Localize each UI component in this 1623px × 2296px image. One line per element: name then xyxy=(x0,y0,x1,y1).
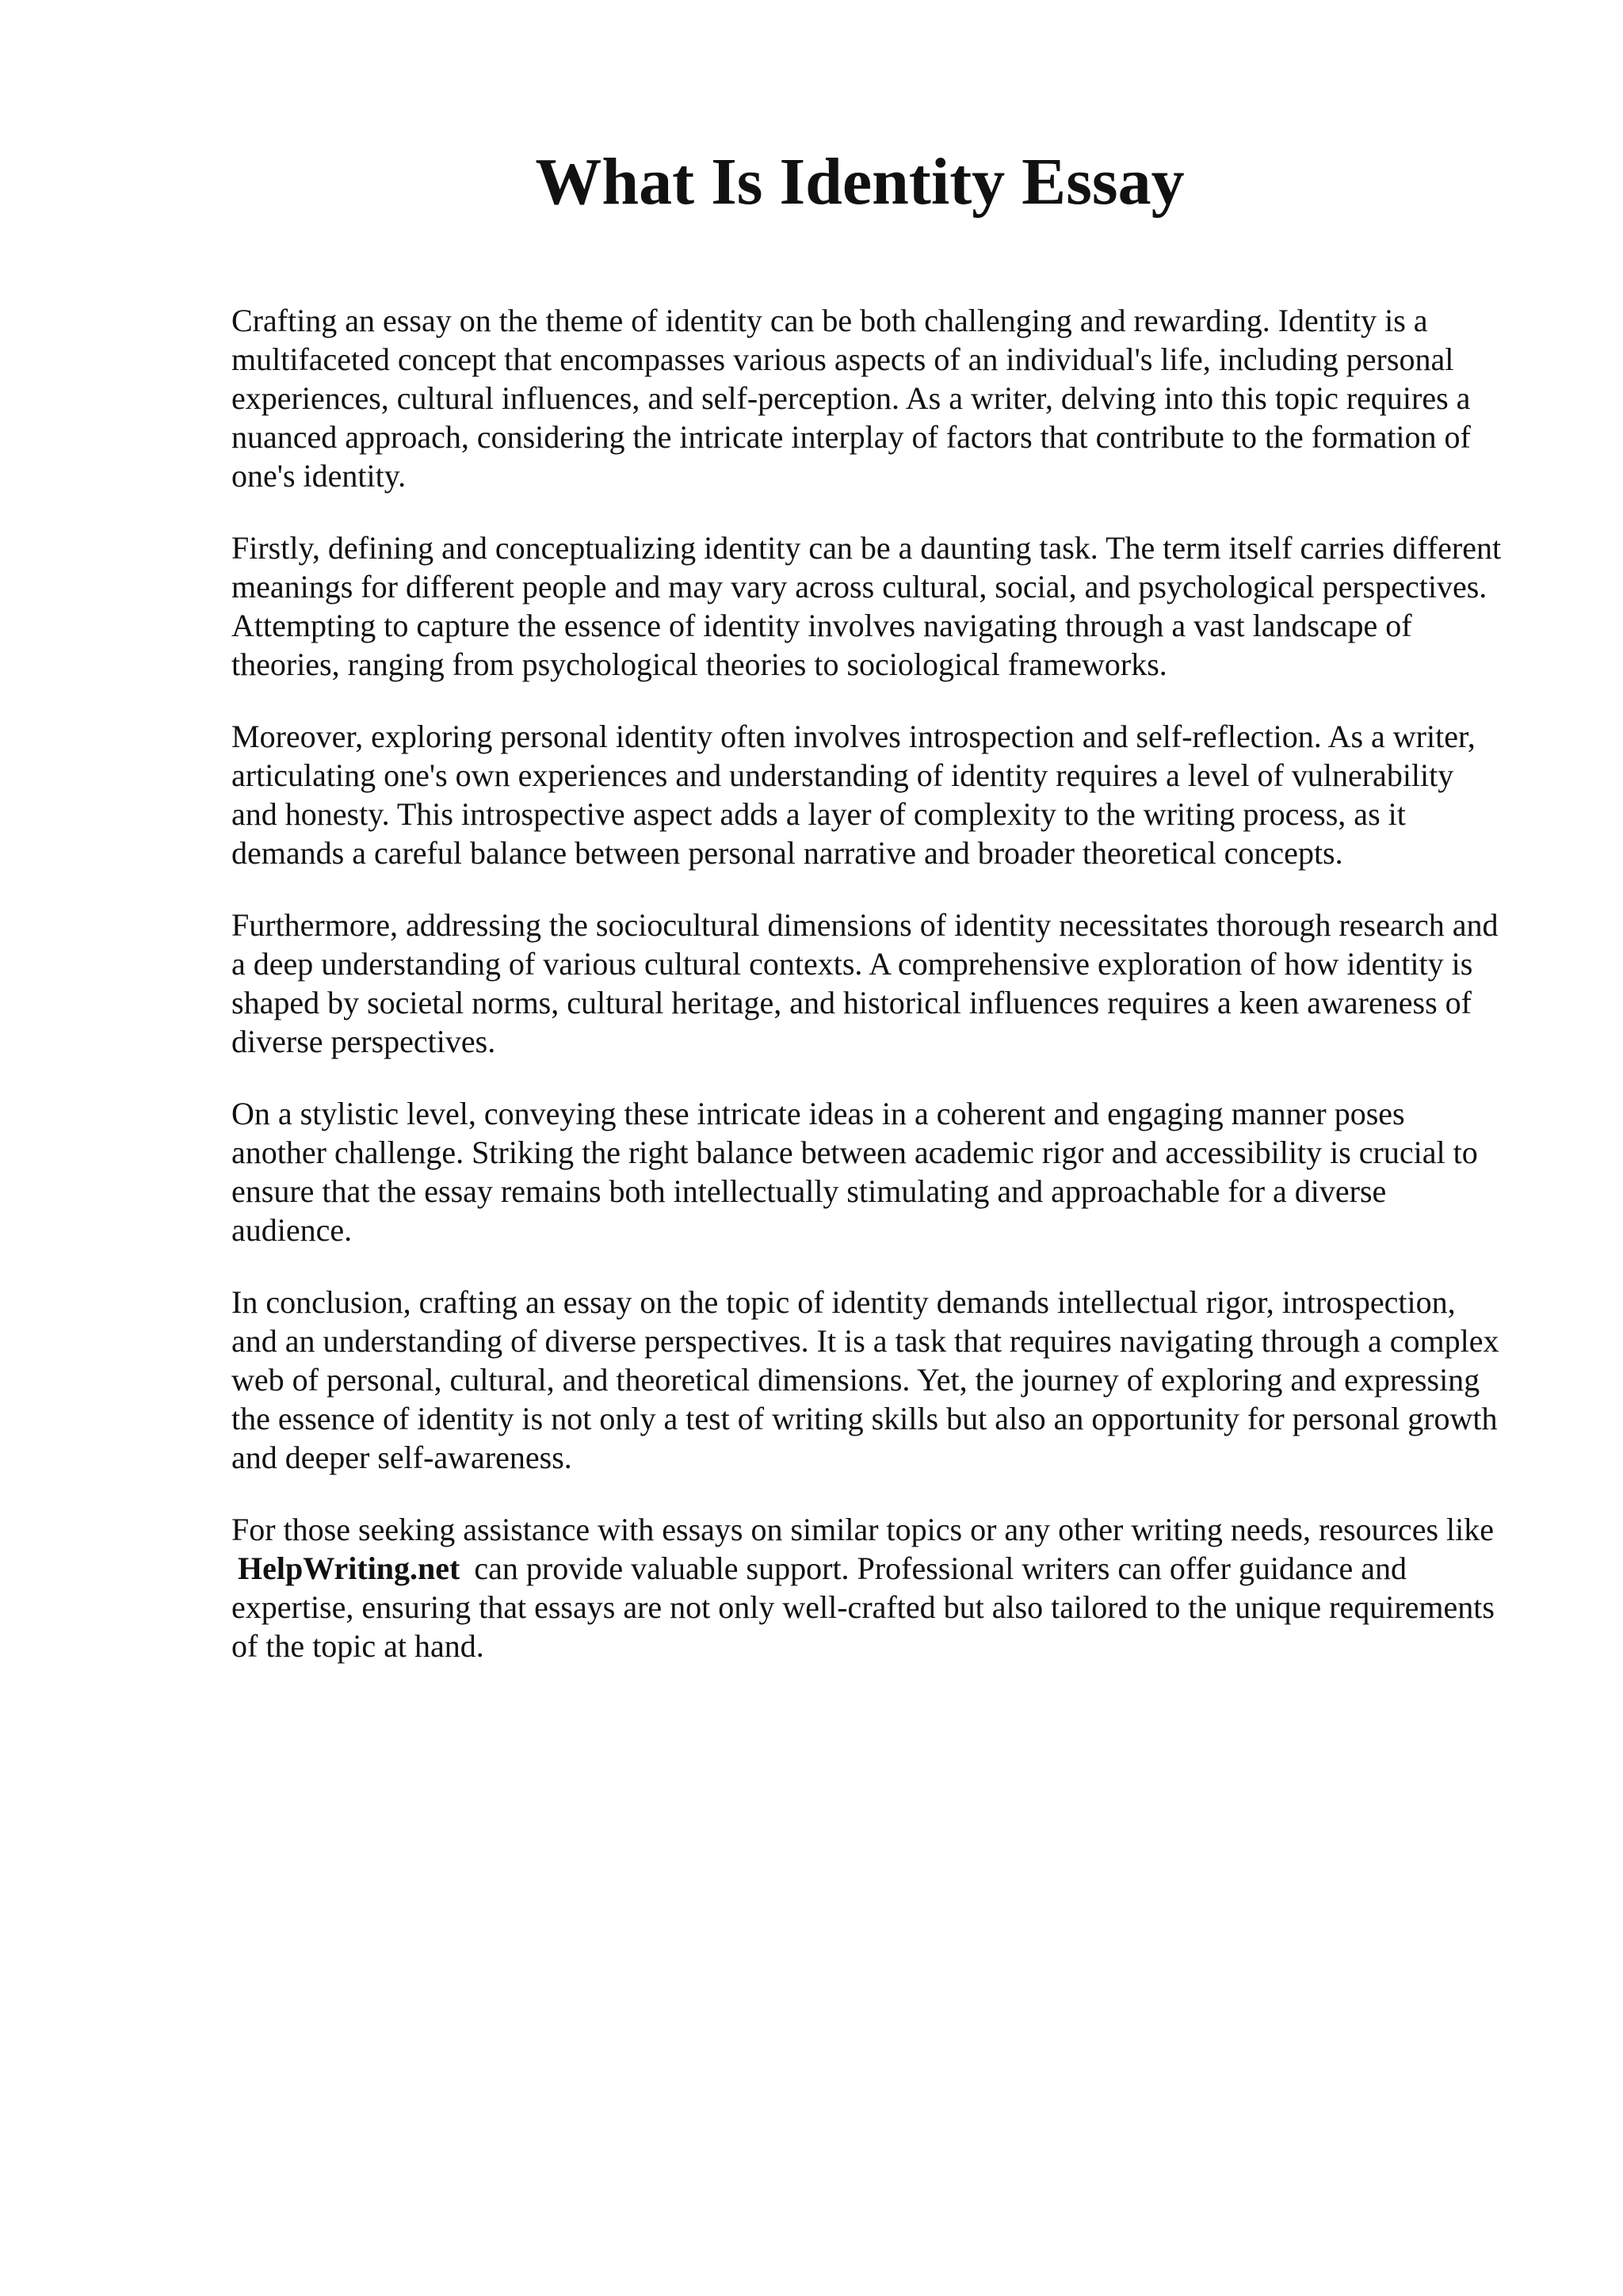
resources-text-after-link: can provide valuable support. Professional writers can offer guidance and expertise, ensuring that essays are not only well-crafted but also tailored to the unique requirements of the topic at hand. xyxy=(231,1550,1495,1664)
paragraph-sociocultural-dimensions: Furthermore, addressing the sociocultural dimensions of identity necessitates thorough research and a deep understanding of various cultural contexts. A comprehensive exploration of how identity is shaped by societal norms, cultural heritage, and historical influences requires a keen awareness of diverse perspectives. xyxy=(231,907,1499,1059)
paragraph-conclusion: In conclusion, crafting an essay on the topic of identity demands intellectual rigor, introspection, and an understanding of diverse perspectives. It is a task that requires navigating through a complex web of personal, cultural, and theoretical dimensions. Yet, the journey of exploring and expressing the essence of identity is not only a test of writing skills but also an opportunity for personal growth and deeper self-awareness. xyxy=(231,1284,1499,1475)
paragraph-resources xyxy=(231,1510,1507,1665)
paragraph-personal-identity: Moreover, exploring personal identity often involves introspection and self-reflection. As a writer, articulating one's own experiences and understanding of identity requires a level of vulnerability and honesty. This introspective aspect adds a layer of complexity to the writing process, as it demands a careful balance between personal narrative and broader theoretical concepts. xyxy=(231,719,1476,871)
resources-text-before-link: For those seeking assistance with essays on similar topics or any other writing needs, resources like xyxy=(231,1512,1494,1547)
helpwriting-link[interactable]: HelpWriting.net xyxy=(238,1550,460,1586)
document-title: What Is Identity Essay xyxy=(535,145,1185,219)
paragraph-stylistic-challenge: On a stylistic level, conveying these intricate ideas in a coherent and engaging manner poses another challenge. Striking the right balance between academic rigor and accessibility is crucial to ensure that the essay remains both intellectually stimulating and approachable for a diverse audience. xyxy=(231,1096,1478,1248)
paragraph-defining-identity: Firstly, defining and conceptualizing identity can be a daunting task. The term itself carries different meanings for different people and may vary across cultural, social, and psychological perspectives. Attempting to capture the essence of identity involves navigating through a vast landscape of theories, ranging from psychological theories to sociological frameworks. xyxy=(231,530,1502,682)
essay-body xyxy=(231,301,1507,1699)
paragraph-intro: Crafting an essay on the theme of identity can be both challenging and rewarding. Identity is a multifaceted concept that encompasses various aspects of an individual's life, including personal experiences, cultural influences, and self-perception. As a writer, delving into this topic requires a nuanced approach, considering the intricate interplay of factors that contribute to the formation of one's identity. xyxy=(231,303,1471,494)
